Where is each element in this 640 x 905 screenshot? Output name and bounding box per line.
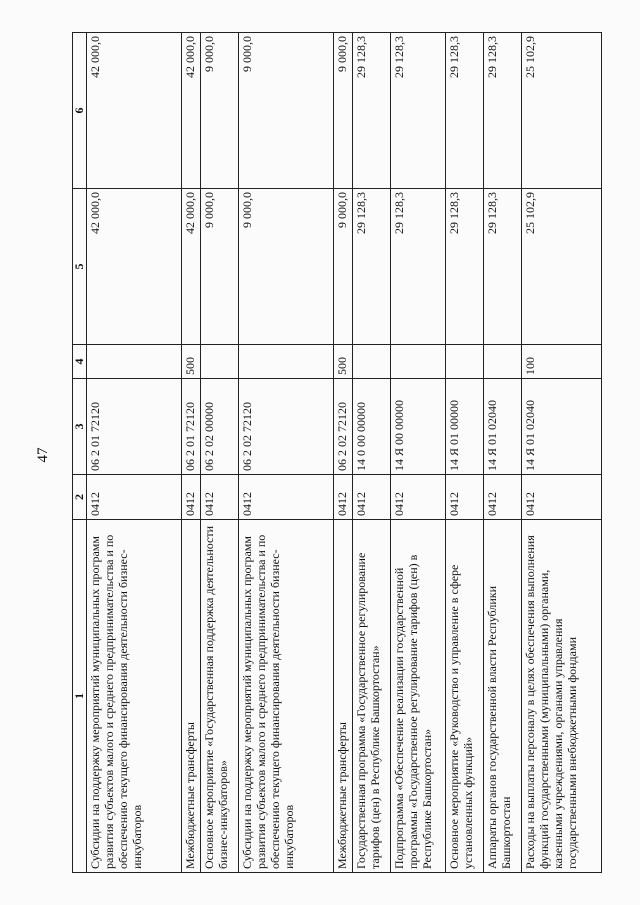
- row-expense-type: 100: [522, 345, 602, 379]
- row-amount-2: 9 000,0: [239, 33, 334, 189]
- row-amount-1: 9 000,0: [334, 189, 353, 345]
- row-amount-1: 9 000,0: [201, 189, 239, 345]
- row-name: Расходы на выплаты персоналу в целях обеспечения выполнения функций государственными (муниципальными) органами, казенными учреждениями, органами управления государственными внебюджетными фондами: [522, 520, 602, 873]
- table-row: [446, 33, 484, 873]
- row-amount-2: 42 000,0: [87, 33, 182, 189]
- row-target-code: 14 Я 01 02040: [484, 379, 522, 475]
- row-target-code: 14 0 00 00000: [353, 379, 391, 475]
- row-name: Межбюджетные трансферты: [182, 520, 201, 873]
- column-header: 1: [73, 520, 87, 873]
- row-expense-type: 500: [334, 345, 353, 379]
- row-expense-type: [446, 345, 484, 379]
- row-target-code: 06 2 01 72120: [182, 379, 201, 475]
- row-amount-1: 29 128,3: [391, 189, 446, 345]
- row-amount-2: 25 102,9: [522, 33, 602, 189]
- row-amount-1: 42 000,0: [87, 189, 182, 345]
- table-row: [239, 33, 334, 873]
- row-expense-type: [353, 345, 391, 379]
- rotated-table-container: [72, 33, 579, 873]
- row-name: Субсидии на поддержку мероприятий муниципальных программ развития субъектов малого и среднего предпринимательства и по обеспечению текущего финансирования деятельности бизнес-инкубаторов: [87, 520, 182, 873]
- row-expense-type: [87, 345, 182, 379]
- table-row: [182, 33, 201, 873]
- row-expense-type: [201, 345, 239, 379]
- row-amount-2: 29 128,3: [353, 33, 391, 189]
- row-amount-2: 29 128,3: [391, 33, 446, 189]
- row-amount-1: 25 102,9: [522, 189, 602, 345]
- row-section-code: 0412: [353, 475, 391, 520]
- row-amount-1: 9 000,0: [239, 189, 334, 345]
- row-expense-type: [391, 345, 446, 379]
- table-row: [391, 33, 446, 873]
- row-section-code: 0412: [522, 475, 602, 520]
- page-number: 47: [35, 447, 51, 463]
- row-amount-2: 29 128,3: [446, 33, 484, 189]
- header-row: [73, 33, 87, 873]
- row-expense-type: [239, 345, 334, 379]
- row-name: Основное мероприятие «Государственная поддержка деятельности бизнес-инкубаторов»: [201, 520, 239, 873]
- column-header: 6: [73, 33, 87, 189]
- row-name: Основное мероприятие «Руководство и управление в сфере установленных функций»: [446, 520, 484, 873]
- row-target-code: 14 Я 00 00000: [391, 379, 446, 475]
- table-row: [87, 33, 182, 873]
- row-section-code: 0412: [87, 475, 182, 520]
- row-amount-1: 29 128,3: [484, 189, 522, 345]
- row-amount-2: 29 128,3: [484, 33, 522, 189]
- row-section-code: 0412: [334, 475, 353, 520]
- row-amount-1: 42 000,0: [182, 189, 201, 345]
- table-row: [353, 33, 391, 873]
- column-header: 3: [73, 379, 87, 475]
- table-row: [334, 33, 353, 873]
- column-header: 5: [73, 189, 87, 345]
- row-amount-2: 9 000,0: [201, 33, 239, 189]
- row-name: Подпрограмма «Обеспечение реализации государственной программы «Государственное регулирование тарифов (цен) в Республике Башкортостан»: [391, 520, 446, 873]
- row-section-code: 0412: [446, 475, 484, 520]
- row-target-code: 14 Я 01 02040: [522, 379, 602, 475]
- row-section-code: 0412: [391, 475, 446, 520]
- row-section-code: 0412: [484, 475, 522, 520]
- row-target-code: 14 Я 01 00000: [446, 379, 484, 475]
- table-row: [484, 33, 522, 873]
- table-row: [522, 33, 602, 873]
- table-row: [201, 33, 239, 873]
- row-amount-2: 42 000,0: [182, 33, 201, 189]
- row-name: Государственная программа «Государственное регулирование тарифов (цен) в Республике Башкортостан»: [353, 520, 391, 873]
- row-name: Аппараты органов государственной власти Республики Башкортостан: [484, 520, 522, 873]
- row-expense-type: 500: [182, 345, 201, 379]
- row-target-code: 06 2 02 72120: [239, 379, 334, 475]
- row-name: Субсидии на поддержку мероприятий муниципальных программ развития субъектов малого и среднего предпринимательства и по обеспечению текущего финансирования деятельности бизнес-инкубаторов: [239, 520, 334, 873]
- row-section-code: 0412: [239, 475, 334, 520]
- column-header: 2: [73, 475, 87, 520]
- row-amount-1: 29 128,3: [353, 189, 391, 345]
- row-amount-2: 9 000,0: [334, 33, 353, 189]
- row-section-code: 0412: [201, 475, 239, 520]
- column-header: 4: [73, 345, 87, 379]
- row-amount-1: 29 128,3: [446, 189, 484, 345]
- row-target-code: 06 2 01 72120: [87, 379, 182, 475]
- row-section-code: 0412: [182, 475, 201, 520]
- row-expense-type: [484, 345, 522, 379]
- budget-table: [72, 32, 602, 873]
- row-target-code: 06 2 02 72120: [334, 379, 353, 475]
- row-name: Межбюджетные трансферты: [334, 520, 353, 873]
- row-target-code: 06 2 02 00000: [201, 379, 239, 475]
